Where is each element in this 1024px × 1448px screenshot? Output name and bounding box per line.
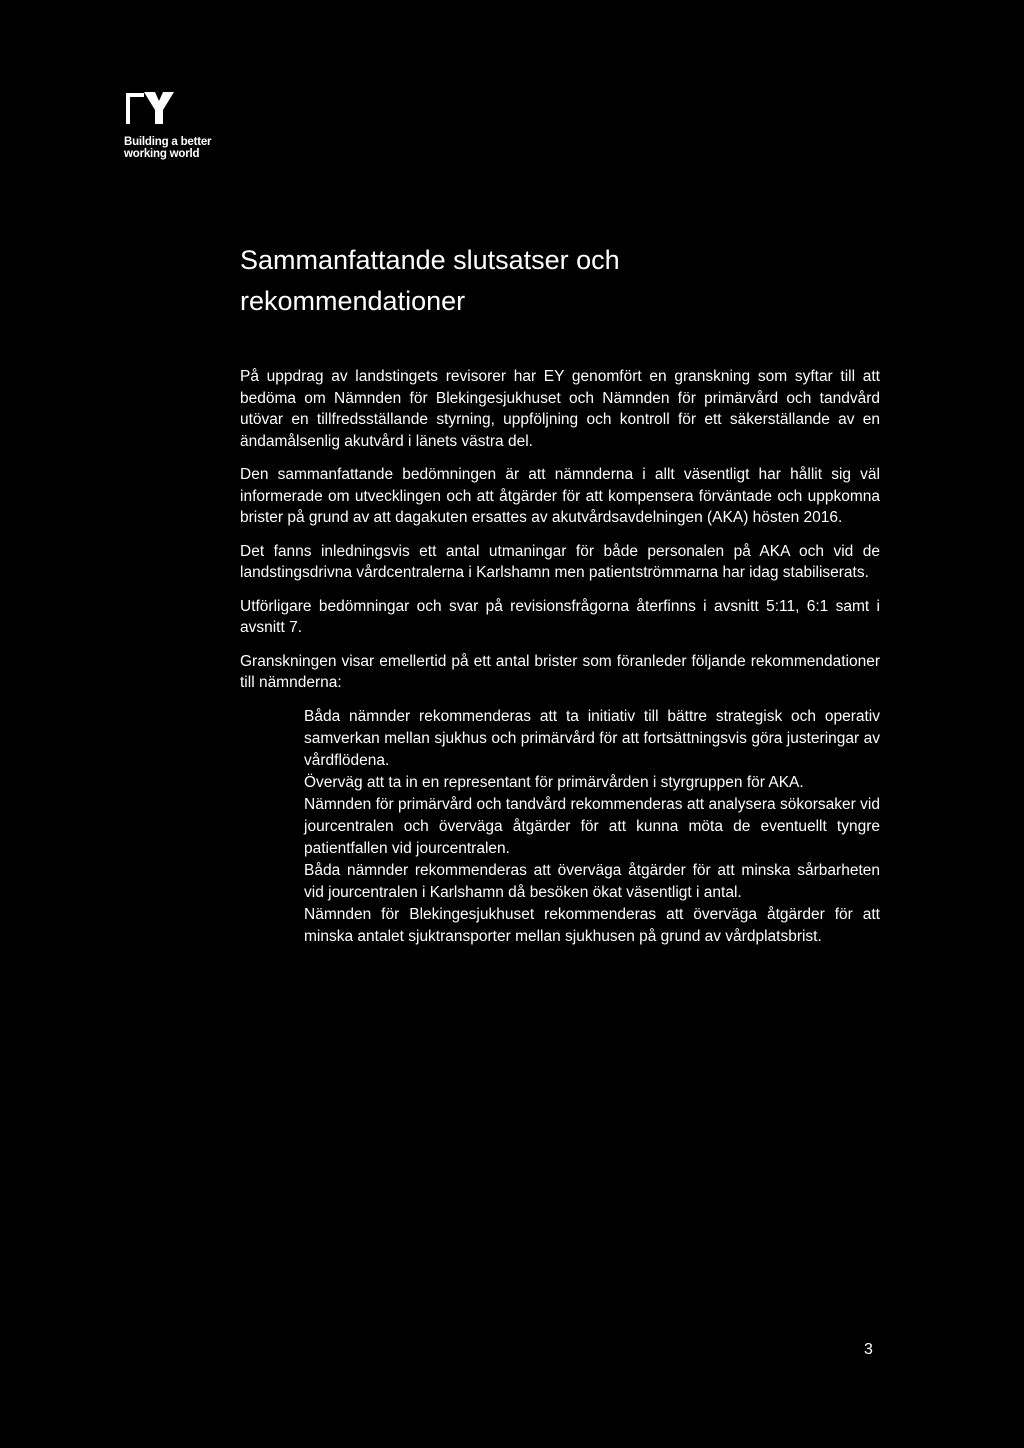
paragraph-recommendations-intro: Granskningen visar emellertid på ett antal brister som föranleder följande rekommendationer till nämnderna: (240, 652, 880, 691)
paragraph-assignment: På uppdrag av landstingets revisorer har EY genomfört en granskning som syftar till att bedöma om Nämnden för Blekingesjukhuset och Nämnden för primärvård och tandvård utövar en tillfredsställande styrning, uppföljning och kontroll för ett säkerställande av en ändamålsenlig akutvård i länets västra del. (240, 368, 880, 450)
tagline-line-2: working world (124, 148, 200, 160)
tagline-line-1: Building a better (124, 136, 212, 148)
page-title (240, 240, 900, 322)
recommendation-item: Båda nämnder rekommenderas att överväga åtgärder för att minska sårbarheten vid jourcentralen i Karlshamn då besöken ökat väsentligt i antal. (304, 861, 880, 901)
recommendation-item: Överväg att ta in en representant för primärvården i styrgruppen för AKA. (304, 773, 804, 791)
paragraph-overall-assessment: Den sammanfattande bedömningen är att nämnderna i allt väsentligt har hållit sig väl informerade om utvecklingen och att åtgärder för att kompensera förväntade och uppkomna brister på grund av att dagakuten ersattes av akutvårdsavdelningen (AKA) hösten 2016. (240, 466, 880, 526)
logo-tagline (124, 136, 244, 160)
recommendation-item: Nämnden för Blekingesjukhuset rekommenderas att överväga åtgärder för att minska antalet sjuktransporter mellan sjukhusen på grund av vårdplatsbrist. (304, 905, 880, 945)
paragraph-initial-challenges: Det fanns inledningsvis ett antal utmaningar för både personalen på AKA och vid de landstingsdrivna vårdcentralerna i Karlshamn men patientströmmarna har idag stabiliserats. (240, 542, 880, 581)
recommendation-item: Nämnden för primärvård och tandvård rekommenderas att analysera sökorsaker vid jourcentralen och överväga åtgärder för att kunna möta de eventuellt tyngre patientfallen vid jourcentralen. (304, 795, 880, 857)
ey-logo-mark-icon (124, 88, 194, 128)
page-title-line-2: rekommendationer (240, 286, 466, 316)
paragraph-detailed-assessments: Utförligare bedömningar och svar på revisionsfrågorna återfinns i avsnitt 5:11, 6:1 samt i avsnitt 7. (240, 597, 880, 636)
recommendation-item: Båda nämnder rekommenderas att ta initiativ till bättre strategisk och operativ samverkan mellan sjukhus och primärvård för att fortsättningsvis göra justeringar av vårdflödena. (304, 707, 880, 769)
recommendation-list (304, 706, 880, 948)
page-title-line-1: Sammanfattande slutsatser och (240, 245, 620, 275)
document-body (240, 366, 880, 948)
ey-logo (124, 88, 244, 160)
page-number: 3 (864, 1341, 873, 1358)
